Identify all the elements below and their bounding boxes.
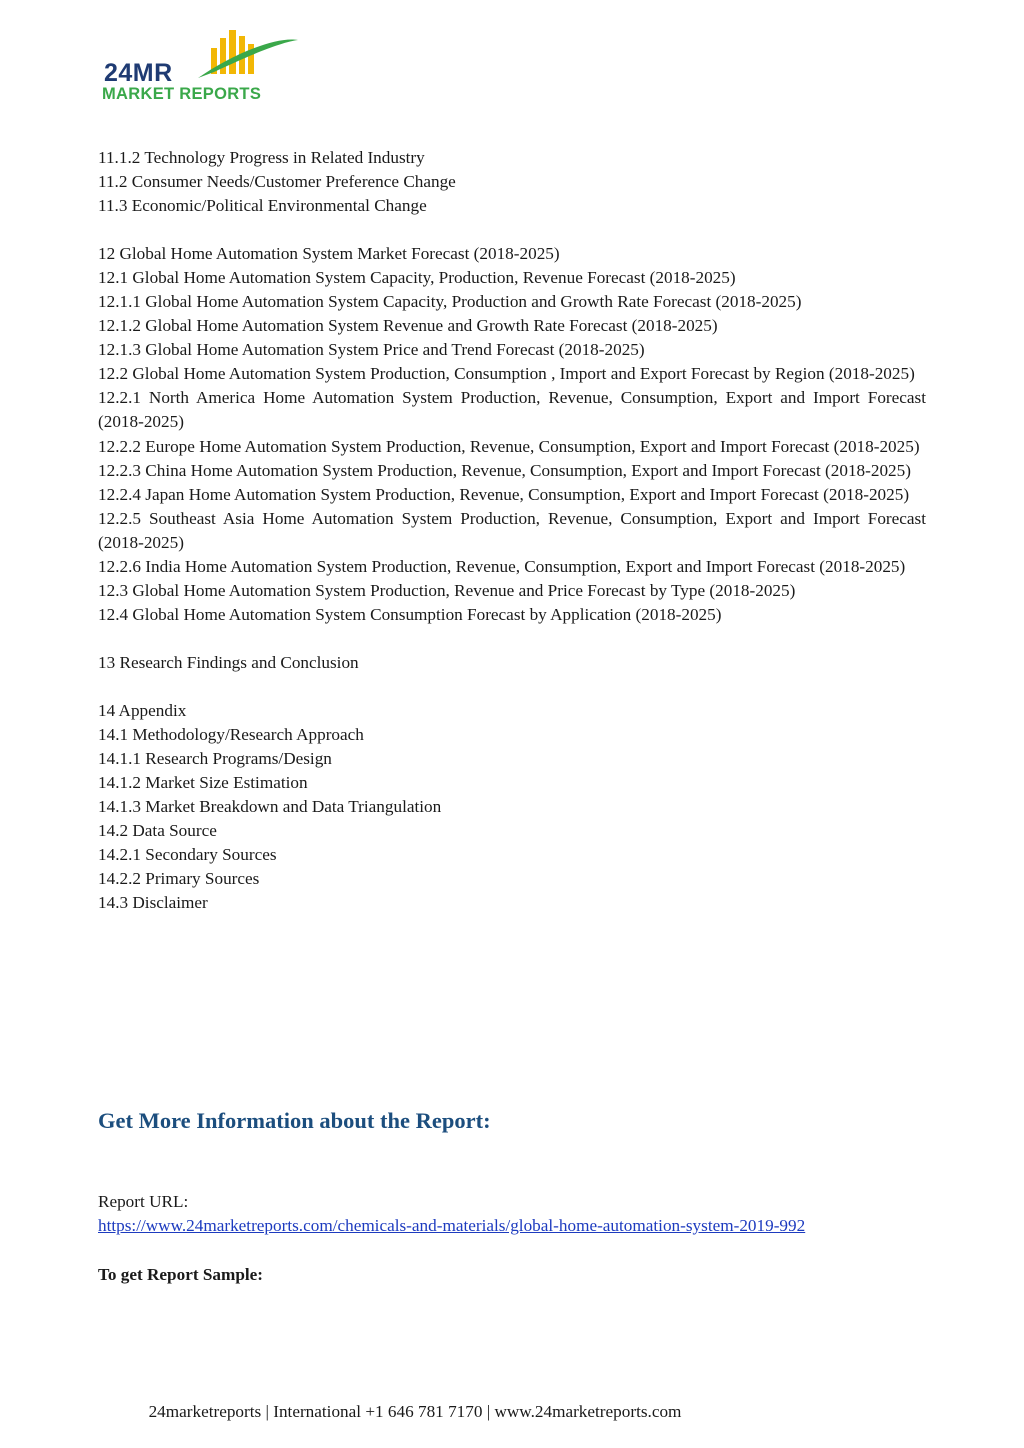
report-sample-label: To get Report Sample:: [98, 1265, 264, 1284]
company-logo: [102, 28, 312, 110]
toc-entry: 12.1.1 Global Home Automation System Capacity, Production and Growth Rate Forecast (2018-2025): [98, 292, 802, 312]
toc-entry: 14 Appendix: [98, 700, 187, 720]
toc-entry: 12.2.2 Europe Home Automation System Production, Revenue, Consumption, Export and Import Forecast (2018-2025): [98, 436, 920, 456]
toc-entry: 12 Global Home Automation System Market Forecast (2018-2025): [98, 244, 560, 264]
toc-entry: 14.2.1 Secondary Sources: [98, 845, 277, 865]
toc-entry: 12.2.3 China Home Automation System Production, Revenue, Consumption, Export and Import Forecast (2018-2025): [98, 460, 911, 480]
toc-entry: 14.1.3 Market Breakdown and Data Triangulation: [98, 797, 442, 817]
logo-line-1: 24MR: [104, 59, 173, 87]
toc-entry: 14.1.1 Research Programs/Design: [98, 749, 332, 769]
logo-line-2: MARKET REPORTS: [102, 85, 262, 103]
toc-entry: 12.2.1 North America Home Automation System Production, Revenue, Consumption, Export and Import Forecast (2018-2025): [98, 388, 926, 432]
table-of-contents: [98, 146, 926, 915]
toc-entry: 14.3 Disclaimer: [98, 893, 208, 913]
more-info-heading: Get More Information about the Report:: [98, 1108, 491, 1133]
toc-entry: 14.2.2 Primary Sources: [98, 869, 260, 889]
toc-entry: 12.3 Global Home Automation System Production, Revenue and Price Forecast by Type (2018-2025): [98, 580, 796, 600]
toc-entry: 12.1.3 Global Home Automation System Price and Trend Forecast (2018-2025): [98, 340, 645, 360]
page-footer: 24marketreports | International +1 646 781 7170 | www.24marketreports.com: [148, 1402, 682, 1421]
toc-entry: 13 Research Findings and Conclusion: [98, 652, 359, 672]
toc-entry: 14.1.2 Market Size Estimation: [98, 773, 308, 793]
report-url-label: Report URL:: [98, 1192, 189, 1211]
toc-entry: 12.2.5 Southeast Asia Home Automation System Production, Revenue, Consumption, Export and Import Forecast (2018-2025): [98, 508, 926, 552]
toc-entry: 12.2 Global Home Automation System Production, Consumption , Import and Export Forecast by Region (2018-2025): [98, 364, 915, 384]
report-url-link[interactable]: https://www.24marketreports.com/chemicals-and-materials/global-home-automation-system-2019-992: [98, 1216, 806, 1235]
toc-entry: 12.2.6 India Home Automation System Production, Revenue, Consumption, Export and Import Forecast (2018-2025): [98, 556, 906, 576]
toc-entry: 12.1 Global Home Automation System Capacity, Production, Revenue Forecast (2018-2025): [98, 268, 736, 288]
toc-entry: 14.1 Methodology/Research Approach: [98, 724, 364, 744]
toc-entry: 12.2.4 Japan Home Automation System Production, Revenue, Consumption, Export and Import Forecast (2018-2025): [98, 484, 910, 504]
toc-entry: 11.3 Economic/Political Environmental Change: [98, 196, 427, 216]
toc-entry: 11.2 Consumer Needs/Customer Preference Change: [98, 172, 456, 192]
toc-entry: 12.4 Global Home Automation System Consumption Forecast by Application (2018-2025): [98, 604, 722, 624]
toc-entry: 11.1.2 Technology Progress in Related Industry: [98, 148, 425, 167]
toc-entry: 12.1.2 Global Home Automation System Revenue and Growth Rate Forecast (2018-2025): [98, 316, 718, 336]
toc-entry: 14.2 Data Source: [98, 821, 217, 841]
